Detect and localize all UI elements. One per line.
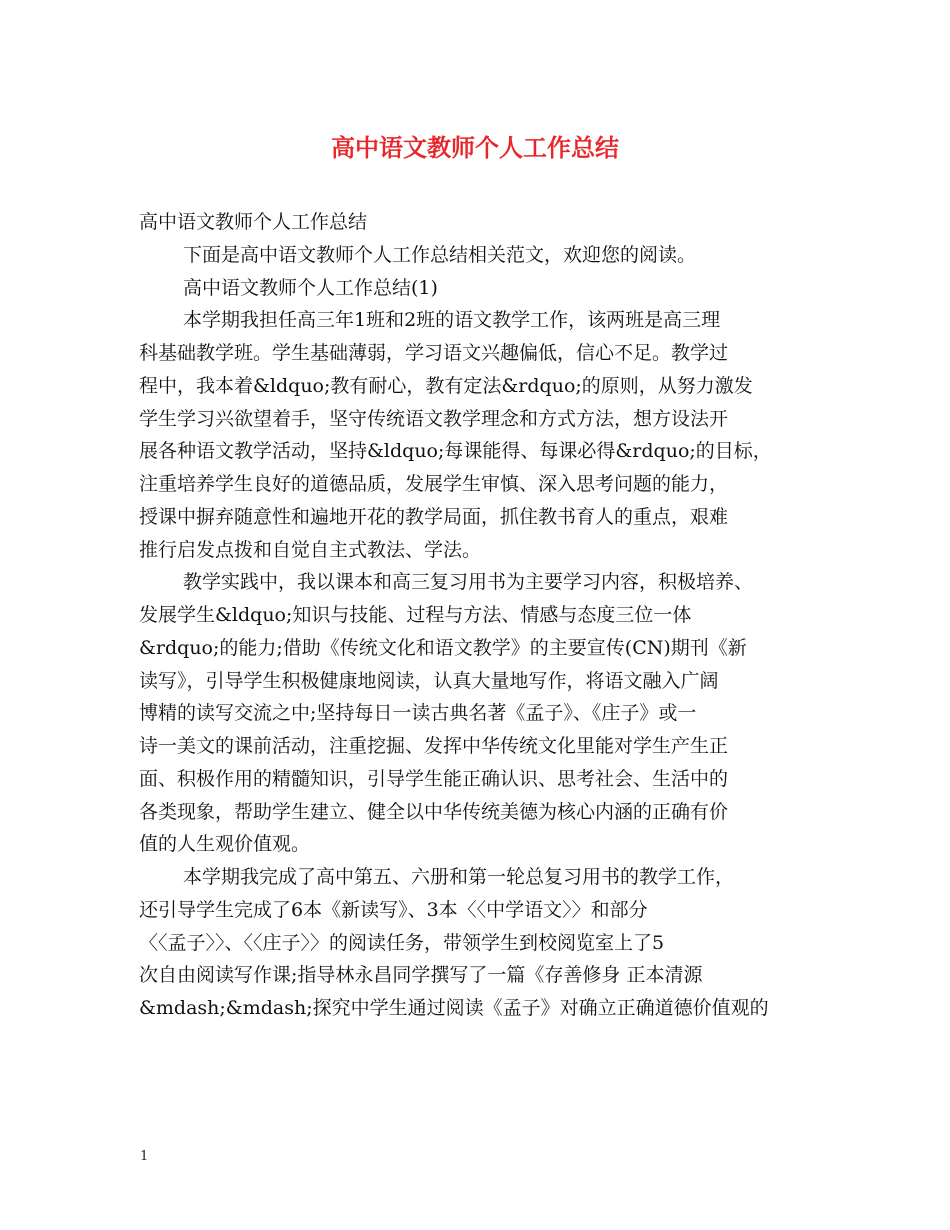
text-line: 发展学生&ldquo;知识与技能、过程与方法、情感与态度三位一体 bbox=[139, 604, 692, 626]
text-line: &rdquo;的能力;借助《传统文化和语文教学》的主要宣传(CN)期刊《新 bbox=[139, 636, 747, 659]
text-line: 科基础教学班。学生基础薄弱，学习语文兴趣偏低，信心不足。教学过 bbox=[139, 342, 729, 364]
text-line: 还引导学生完成了6本《新读写》、3本〈〈中学语文〉〉和部分 bbox=[139, 898, 648, 921]
text-line: 高中语文教师个人工作总结(1) bbox=[183, 276, 438, 299]
text-line: 次自由阅读写作课;指导林永昌同学撰写了一篇《存善修身 正本清源 bbox=[139, 964, 703, 987]
text-line: 本学期我担任高三年1班和2班的语文教学工作，该两班是高三理 bbox=[183, 309, 721, 332]
text-line: 博精的读写交流之中;坚持每日一读古典名著《孟子》、《庄子》或一 bbox=[139, 702, 697, 725]
text-line: 面、积极作用的精髓知识，引导学生能正确认识、思考社会、生活中的 bbox=[139, 767, 729, 790]
text-line: 本学期我完成了高中第五、六册和第一轮总复习用书的教学工作， bbox=[183, 866, 735, 888]
text-line: 各类现象，帮助学生建立、健全以中华传统美德为核心内涵的正确有价 bbox=[139, 800, 729, 823]
text-line: 程中，我本着&ldquo;教有耐心，教有定法&rdquo;的原则，从努力激发 bbox=[139, 374, 753, 397]
text-line: 高中语文教师个人工作总结 bbox=[139, 211, 368, 233]
text-line: 推行启发点拨和自觉自主式教法、学法。 bbox=[139, 538, 482, 561]
page-number: 1 bbox=[140, 1149, 149, 1164]
text-line: 值的人生观价值观。 bbox=[139, 833, 311, 856]
text-line: 授课中摒弃随意性和遍地开花的教学局面，抓住教书育人的重点，艰难 bbox=[139, 505, 729, 528]
text-line: 诗一美文的课前活动，注重挖掘、发挥中华传统文化里能对学生产生正 bbox=[139, 735, 729, 757]
text-line: 展各种语文教学活动，坚持&ldquo;每课能得、每课必得&rdquo;的目标， bbox=[139, 440, 772, 463]
page-title: 高中语文教师个人工作总结 bbox=[331, 133, 619, 162]
document-body bbox=[139, 206, 829, 1025]
text-line: 教学实践中，我以课本和高三复习用书为主要学习内容，积极培养、 bbox=[183, 571, 754, 594]
text-line: 注重培养学生良好的道德品质，发展学生审慎、深入思考问题的能力， bbox=[139, 473, 729, 495]
text-line: 读写》，引导学生积极健康地阅读，认真大量地写作，将语文融入广阔 bbox=[139, 669, 719, 692]
text-line: 〈〈孟子〉〉、〈〈庄子〉〉的阅读任务，带领学生到校阅览室上了5 bbox=[139, 931, 665, 954]
text-line: 下面是高中语文教师个人工作总结相关范文，欢迎您的阅读。 bbox=[183, 243, 697, 266]
text-line: &mdash;&mdash;探究中学生通过阅读《孟子》对确立正确道德价值观的 bbox=[139, 997, 769, 1019]
text-line: 学生学习兴欲望着手，坚守传统语文教学理念和方式方法，想方设法开 bbox=[139, 407, 729, 430]
